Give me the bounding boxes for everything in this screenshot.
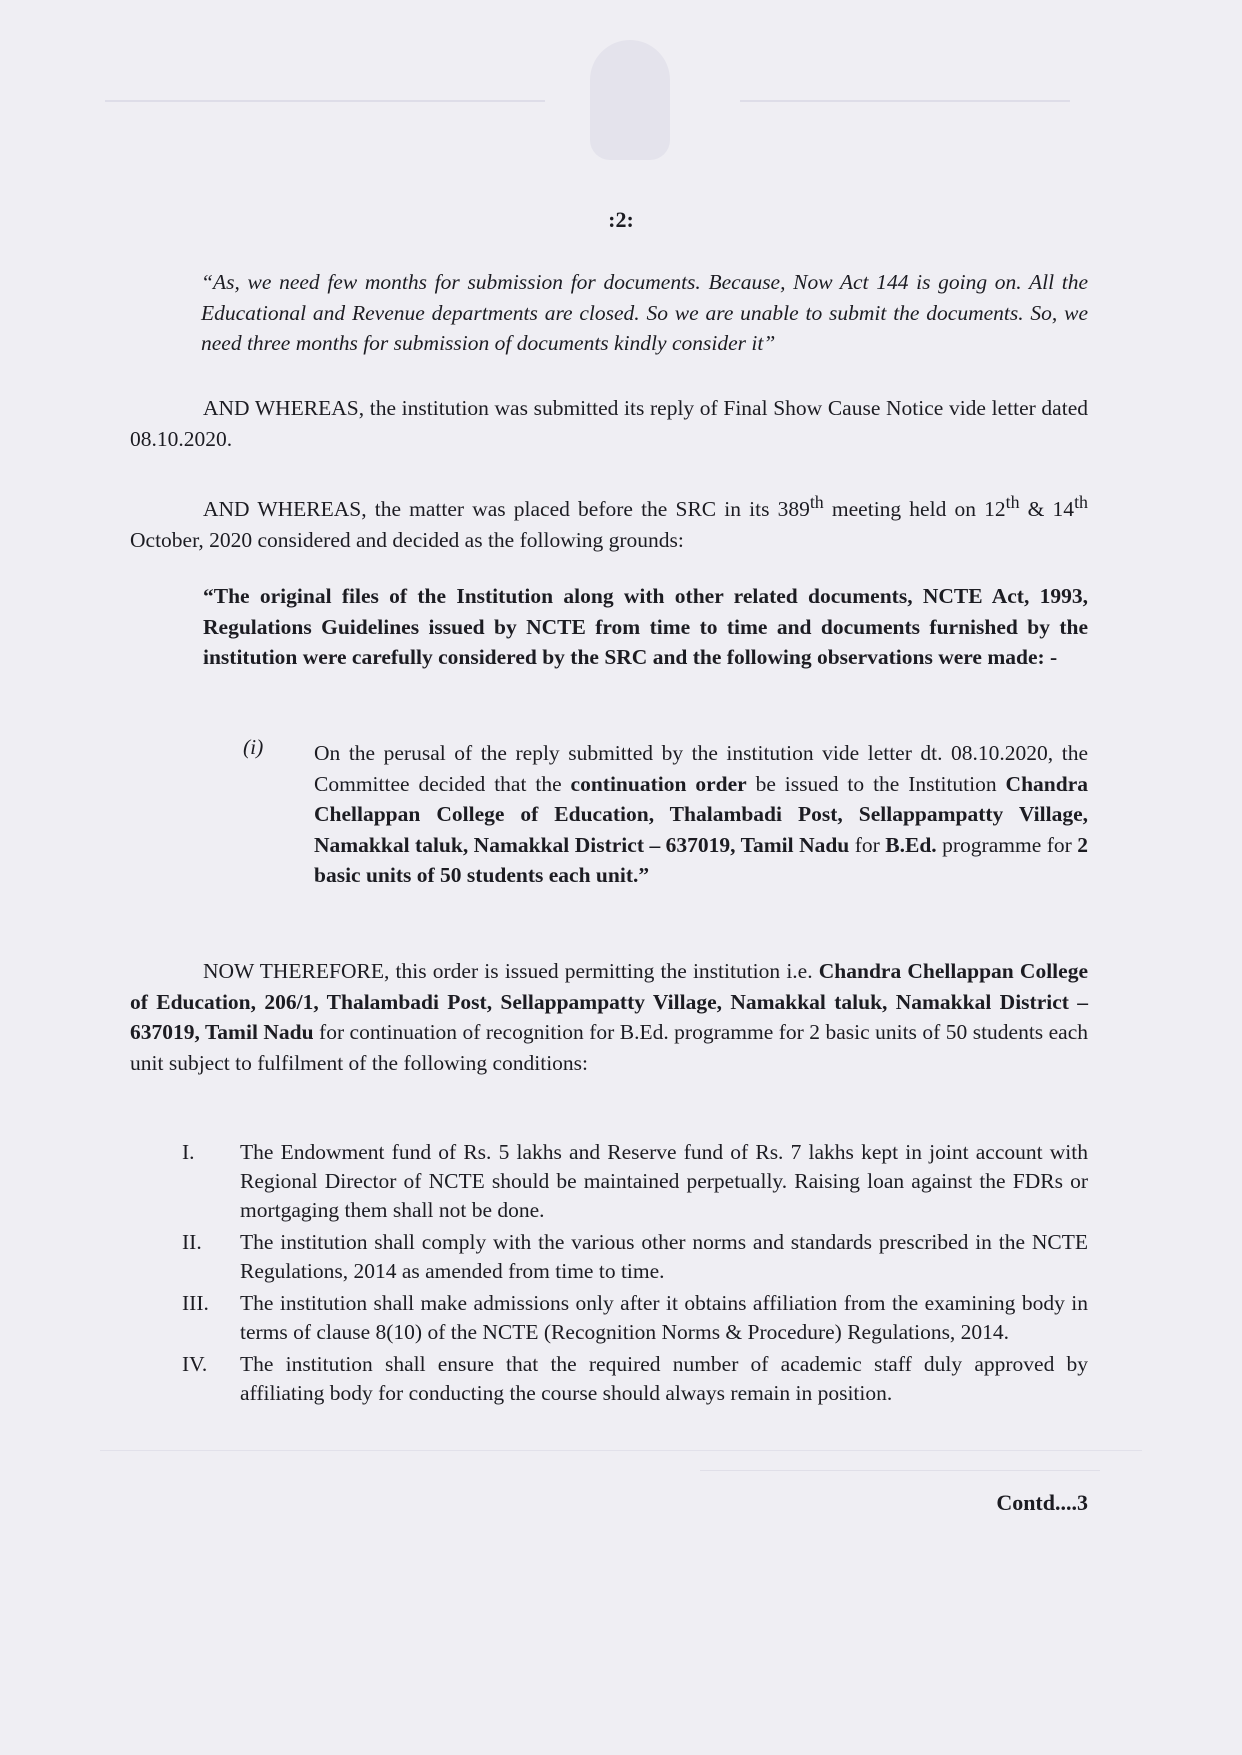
condition-text: The institution shall make admissions only after it obtains affiliation from the examining body in terms of clause 8(10) of the NCTE (Recognition Norms & Procedure) Regulations, 2014.	[240, 1291, 1088, 1344]
condition-item	[130, 1350, 1088, 1408]
condition-text: The institution shall ensure that the required number of academic staff duly approved by affiliating body for conducting the course should always remain in position.	[240, 1352, 1088, 1405]
condition-item	[130, 1138, 1088, 1225]
condition-item	[130, 1289, 1088, 1347]
paragraph-src-meeting: AND WHEREAS, the matter was placed before the SRC in its 389th meeting held on 12th & 14th October, 2020 considered and decided as the following grounds:	[130, 492, 1088, 552]
item-i-text: On the perusal of the reply submitted by the institution vide letter dt. 08.10.2020, the Committee decided that the continuation order be issued to the Institution Chandra Chellappan College of Education, Thalambadi Post, Sellappampatty Village, Namakkal taluk, Namakkal District – 637019, Tamil Nadu for B.Ed. programme for 2 basic units of 50 students each unit.”	[314, 741, 1089, 887]
conditions-list	[130, 1138, 1088, 1411]
page-number: :2:	[608, 207, 634, 232]
src-observation-quote: “The original files of the Institution along with other related documents, NCTE Act, 1993, Regulations Guidelines issued by NCTE from time to time and documents furnished by the institution were carefully considered by the SRC and the following observations were made: -	[203, 584, 1088, 669]
item-i-label: (i)	[243, 735, 264, 759]
bleed-through-emblem	[590, 40, 670, 160]
paragraph-reply-submitted: AND WHEREAS, the institution was submitted its reply of Final Show Cause Notice vide letter dated 08.10.2020.	[130, 396, 1088, 451]
condition-number: IV.	[182, 1352, 208, 1376]
condition-item	[130, 1228, 1088, 1286]
condition-number: II.	[182, 1230, 202, 1254]
condition-number: I.	[182, 1140, 195, 1164]
institution-quote: “As, we need few months for submission for documents. Because, Now Act 144 is going on. All the Educational and Revenue departments are closed. So we are unable to submit the documents. So, we need three months for submission of documents kindly consider it”	[201, 270, 1088, 355]
continued-marker: Contd....3	[996, 1490, 1088, 1515]
condition-number: III.	[182, 1291, 209, 1315]
condition-text: The institution shall comply with the various other norms and standards prescribed in the NCTE Regulations, 2014 as amended from time to time.	[240, 1230, 1088, 1283]
condition-text: The Endowment fund of Rs. 5 lakhs and Reserve fund of Rs. 7 lakhs kept in joint account with Regional Director of NCTE should be maintained perpetually. Raising loan against the FDRs or mortgaging them shall not be done.	[240, 1140, 1088, 1222]
paragraph-now-therefore: NOW THEREFORE, this order is issued permitting the institution i.e. Chandra Chellappan College of Education, 206/1, Thalambadi Post, Sellappampatty Village, Namakkal taluk, Namakkal District – 637019, Tamil Nadu for continuation of recognition for B.Ed. programme for 2 basic units of 50 students each unit subject to fulfilment of the following conditions:	[130, 959, 1089, 1075]
bleed-through-rule	[100, 1450, 1142, 1451]
bleed-through-letterhead	[105, 70, 545, 102]
bleed-through-header-right	[740, 70, 1070, 102]
